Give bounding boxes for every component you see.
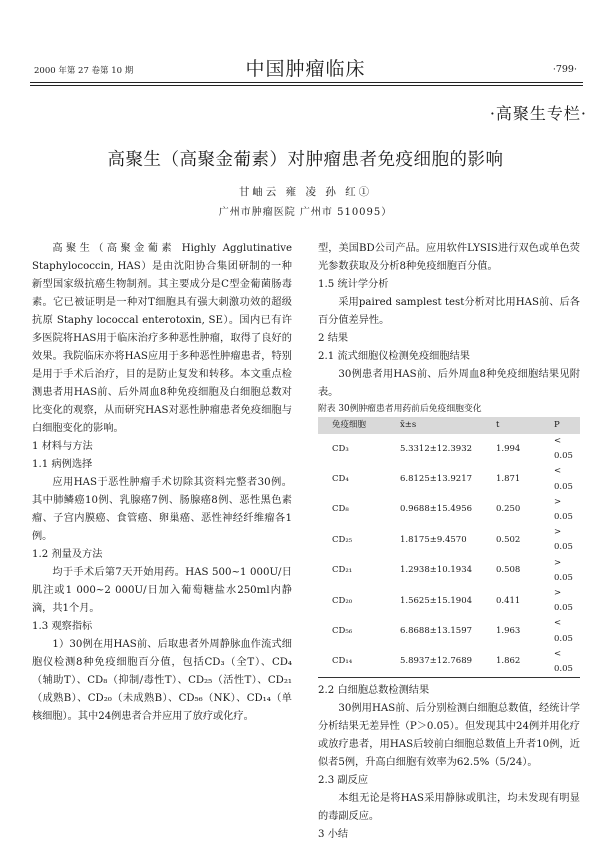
subsection-heading: 1.5 统计学分析 <box>318 279 389 290</box>
table-header-cell: 免疫细胞 <box>318 417 396 434</box>
table-cell: > 0.05 <box>554 557 573 583</box>
table-cell: < 0.05 <box>554 466 573 492</box>
table-cell: 0.250 <box>496 504 521 515</box>
subsection-heading: 1.2 剂量及方法 <box>32 549 103 560</box>
subsection-heading: 2.2 白细胞总数检测结果 <box>318 685 430 697</box>
table-row <box>318 525 580 555</box>
table-cell: < 0.05 <box>550 647 580 678</box>
table-cell: CD₂₅ <box>332 534 353 545</box>
table-cell: 1.994 <box>496 443 521 454</box>
table-cell: > 0.05 <box>554 588 573 614</box>
section-heading: 3 小结 <box>318 829 349 841</box>
section-heading: 1 材料与方法 <box>32 441 93 452</box>
table-cell: < 0.05 <box>554 436 573 462</box>
table-caption: 附表 30例肿瘤患者用药前后免疫细胞变化 <box>318 404 482 414</box>
table-cell: 6.8125±13.9217 <box>400 474 473 484</box>
table-cell: CD₄ <box>332 474 349 484</box>
table-cell: 0.502 <box>496 534 521 545</box>
table-cell: < 0.05 <box>554 618 573 644</box>
table-header-row <box>318 417 580 434</box>
journal-issue: 2000 年第 27 卷第 10 期 <box>34 66 134 76</box>
table-header-cell: t <box>492 417 550 434</box>
table-cell: 1.963 <box>496 626 521 637</box>
subsection-heading: 1.3 观察指标 <box>32 621 93 632</box>
paragraph: 30例用HAS前、后分别检测白细胞总数值，经统计学分析结果无差异性（P＞0.05）。但发现其中24例并用化疗或放疗患者，用HAS后较前白细胞总数值上升者10例，近似者5例，升高白细胞有效率为62.5%（5/24）。 <box>318 703 580 769</box>
article-title: 高聚生（高聚金葡素）对肿瘤患者免疫细胞的影响 <box>107 150 504 170</box>
affiliation: 广州市肿瘤医院 广州市 510095） <box>218 207 393 218</box>
header-rule-thin <box>30 85 583 86</box>
subsection-heading: 2.3 副反应 <box>318 775 369 787</box>
table-row <box>318 616 580 646</box>
intro-paragraph: 高聚生（高聚金葡素 Highly Agglutinative Staphylococcin, HAS）是由沈阳协合集团研制的一种新型国家级抗癌生物制剂。其主要成分是C型金葡菌肠毒素。它已被证明是一种对T细胞具有强大刺激功效的超级抗原 Staphy lococcal enterotoxin, SE）。国内已有许多医院将HAS用于临床治疗多种恶性肿瘤，取得了良好的效果。我院临床亦将HAS应用于多种恶性肿瘤患者，特别是用于手术后治疗，目的是防止复发和转移。本文重点检测患者用HAS前、后外周血8种免疫细胞及白细胞总数对比变化的观察，从而研究HAS对恶性肿瘤患者免疫细胞与白细胞变化的影响。 <box>32 243 292 434</box>
table-cell: 1.8175±9.4570 <box>400 534 467 545</box>
table-row <box>318 647 580 678</box>
subsection-heading: 1.1 病例选择 <box>32 459 93 470</box>
table-cell: 0.9688±15.4956 <box>400 504 473 515</box>
table-cell: > 0.05 <box>554 527 573 553</box>
table-cell: 0.508 <box>496 565 521 576</box>
table-cell: CD₃ <box>332 443 349 454</box>
table-cell: CD₈ <box>332 504 349 515</box>
table-row <box>318 586 580 616</box>
table-cell: 1.5625±15.1904 <box>400 595 473 606</box>
right-column <box>318 240 580 844</box>
table-cell: 0.411 <box>496 595 521 606</box>
table-cell: 6.8688±13.1597 <box>400 626 473 637</box>
table-cell: 1.871 <box>496 474 521 484</box>
paragraph: 采用paired samplest test分析对比用HAS前、后各百分值差异性。 <box>318 297 580 326</box>
page-number: ·799· <box>552 64 577 75</box>
results-table <box>318 417 580 678</box>
paragraph: 应用HAS于恶性肿瘤手术切除其资料完整者30例。其中肺鳞癌10例、乳腺癌7例、肠腺癌8例、恶性黑色素瘤、子宫内膜癌、食管癌、卵巢癌、恶性神经纤维瘤各1例。 <box>32 477 292 542</box>
journal-name: 中国肿瘤临床 <box>245 58 366 80</box>
table-cell: 5.8937±12.7689 <box>396 647 492 678</box>
table-cell: > 0.05 <box>554 496 573 523</box>
header-rule <box>30 82 583 83</box>
paragraph: 均于手术后第7天开始用药。HAS 500~1 000U/日肌注或1 000~2 000U/日加入葡萄糖盐水250ml内静滴，共1个月。 <box>32 567 292 614</box>
paragraph: 型，美国BD公司产品。应用软件LYSIS进行双色或单色荧光参数获取及分析8种免疫细胞百分值。 <box>318 243 580 272</box>
paragraph: 30例患者用HAS前、后外周血8种免疫细胞结果见附表。 <box>318 369 580 398</box>
table-cell: CD₅₆ <box>332 626 353 637</box>
table-row <box>318 434 580 464</box>
table-row <box>318 495 580 525</box>
table-header-cell: x̄±s <box>396 417 492 434</box>
paragraph: 本组无论是将HAS采用静脉或肌注，均未发现有明显的毒副反应。 <box>318 793 580 823</box>
table-cell: CD₁₄ <box>318 647 396 678</box>
subsection-heading: 2.1 流式细胞仪检测免疫细胞结果 <box>318 351 470 362</box>
left-column <box>32 240 292 726</box>
table-row <box>318 556 580 586</box>
table-cell: 5.3312±12.3932 <box>400 443 473 454</box>
authors: 甘岫云 雍 凌 孙 红① <box>238 186 373 198</box>
column-tag: ·高聚生专栏· <box>489 104 587 123</box>
table-cell: 1.2938±10.1934 <box>400 565 473 576</box>
table-row <box>318 464 580 494</box>
table-cell: CD₂₁ <box>332 565 353 576</box>
paragraph: 1）30例在用HAS前、后取患者外周静脉血作流式细胞仪检测8种免疫细胞百分值，包括CD₃（全T）、CD₄（辅助T）、CD₈（抑制/毒性T）、CD₂₅（活性T）、CD₂₁（成熟B）、CD₂₀（未成熟B）、CD₅₆（NK）、CD₁₄（单核细胞）。其中24例患者合并应用了放疗或化疗。 <box>32 639 292 722</box>
table-header-cell: P <box>550 417 580 434</box>
table-cell: CD₂₀ <box>332 595 353 606</box>
section-heading: 2 结果 <box>318 333 349 344</box>
table-cell: 1.862 <box>492 647 550 678</box>
